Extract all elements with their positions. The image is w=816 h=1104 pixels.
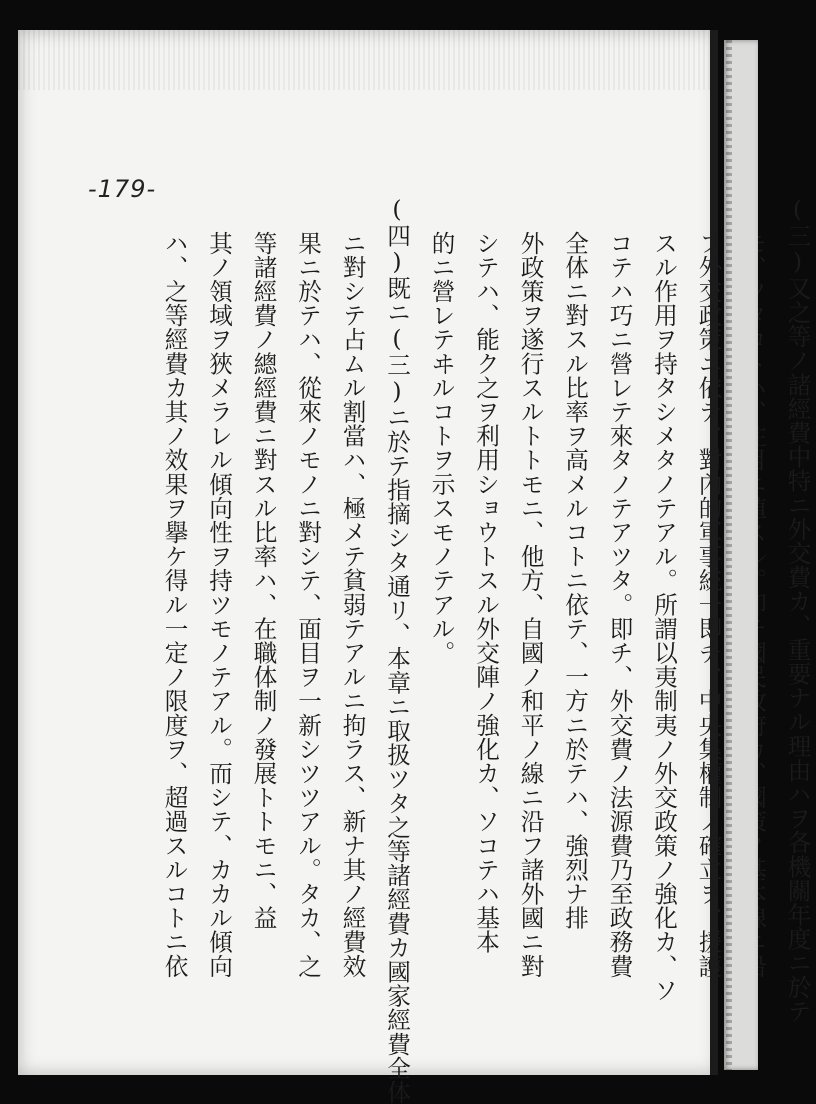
text-column: コテハ巧ニ營レテ來タノテアツタ。即チ、外交費ノ法源費乃至政務費 bbox=[605, 231, 634, 979]
page-edge-shadow bbox=[726, 40, 732, 1070]
text-column: 等諸經費ノ總經費ニ對スル比率ハ、在職体制ノ發展トトモニ、益 bbox=[249, 231, 278, 930]
text-column: ハ、之等經費カ其ノ效果ヲ擧ケ得ル一定ノ限度ヲ、超過スルコトニ依 bbox=[160, 231, 189, 979]
document-page bbox=[18, 30, 812, 1104]
text-column: 其ノ領域ヲ狹メラレル傾向性ヲ持ツモノテアル。而シテ、カカル傾向 bbox=[205, 231, 233, 979]
text-column: 的ニ營レテヰルコトヲ示スモノテアル。 bbox=[427, 231, 456, 665]
page-number: -179- bbox=[88, 175, 157, 203]
text-column: (四)既ニ(三)ニ於テ指摘シタ通リ、本章ニ取扱ツタ之等諸經費カ國家經費全体 bbox=[383, 195, 411, 1104]
text-column: 果ニ於テハ、從來ノモノニ對シテ、面目ヲ一新シツツアル。タカ、之 bbox=[294, 231, 322, 979]
paper-texture bbox=[18, 30, 718, 90]
text-column: フ外交政策ニ依テ、對內的軍事統一即チ、中央集權制ノ確立ヲ、援護 bbox=[694, 231, 723, 979]
text-column: スル作用ヲ持タシメタノテアル。所謂以夷制夷ノ外交政策ノ強化カ、ソ bbox=[650, 231, 678, 1003]
text-column: ニ對シテ占ムル割當ハ、極メテ貧弱テアルニ拘ラス、新ナ其ノ經費效 bbox=[338, 231, 367, 979]
text-column: (三)又之等ノ諸經費中特ニ外交費カ、重要ナル理由ハヲ各機關年度ニ於テ bbox=[783, 195, 812, 1024]
text-column: 全体ニ對スル比率ヲ高メルコトニ依テ、一方ニ於テハ、強烈ナ排 bbox=[561, 231, 589, 930]
vertical-text-block bbox=[148, 195, 816, 1104]
text-column: シテハ、能ク之ヲ利用ショウトスル外交陣ノ強化カ、ソコテハ基本 bbox=[472, 231, 500, 954]
adjacent-page-edge bbox=[724, 40, 758, 1070]
text-column: 外政策ヲ遂行スルトトモニ、他方、自國ノ和平ノ線ニ沿フ諸外國ニ對 bbox=[516, 231, 545, 979]
